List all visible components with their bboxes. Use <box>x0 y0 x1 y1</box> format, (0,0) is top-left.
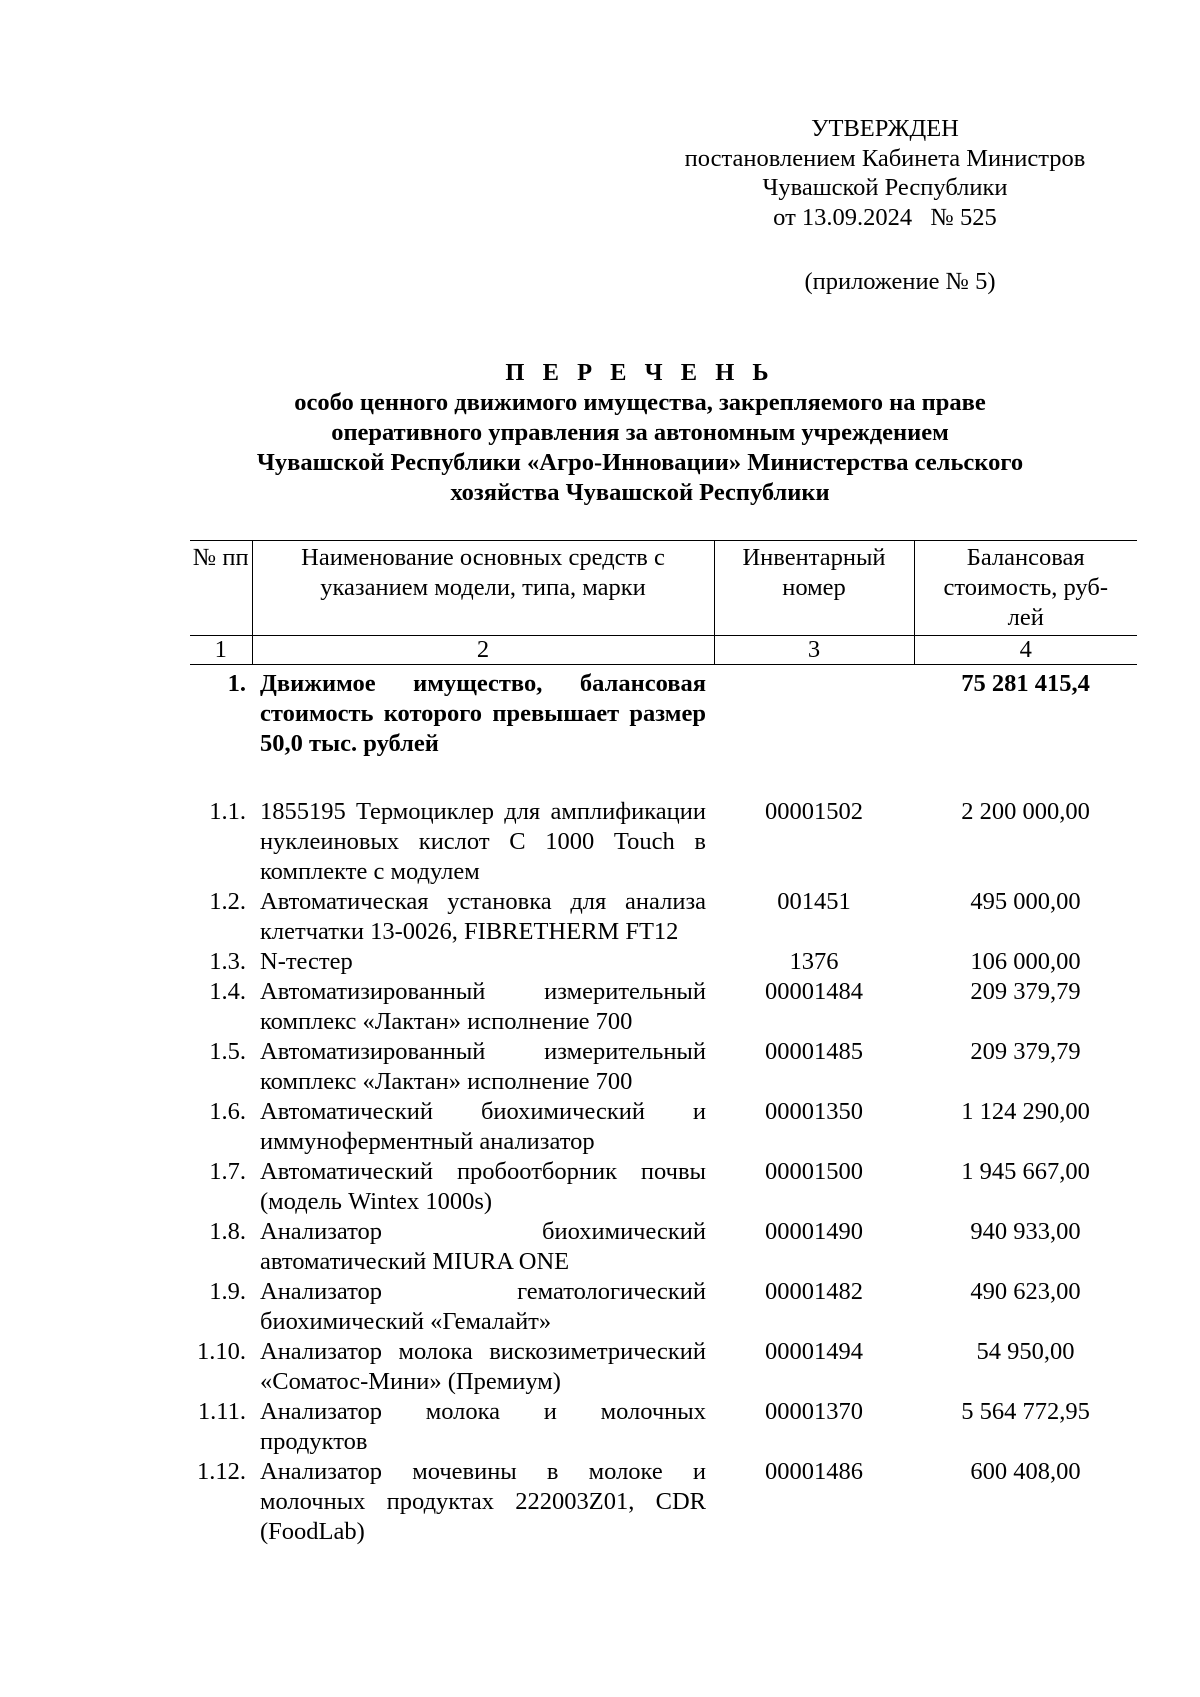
item-num: 1.10. <box>197 1338 246 1365</box>
property-table <box>190 540 1137 1547</box>
item-balance-value: 1 124 290,00 <box>961 1098 1090 1125</box>
item-balance-value: 106 000,00 <box>970 948 1081 975</box>
item-inventory-number: 00001370 <box>765 1398 863 1425</box>
section-inventory <box>714 665 914 798</box>
item-inventory-number: 00001484 <box>765 978 863 1005</box>
table-header-row <box>190 541 1137 636</box>
item-num: 1.1. <box>209 798 246 825</box>
table-row <box>190 977 1137 1037</box>
approval-republic: Чувашской Республики <box>762 174 1008 201</box>
item-name: N-тестер <box>260 948 353 975</box>
table-row <box>190 1217 1137 1277</box>
item-num: 1.2. <box>209 888 246 915</box>
item-balance-value: 5 564 772,95 <box>961 1398 1090 1425</box>
item-num: 1.6. <box>209 1098 246 1125</box>
col-number-2: 2 <box>252 636 714 665</box>
item-name: Анализатор биохимический автоматический MIURA ONE <box>260 1218 706 1275</box>
item-inventory-number: 00001350 <box>765 1098 863 1125</box>
table-row <box>190 1037 1137 1097</box>
item-balance-value: 490 623,00 <box>970 1278 1081 1305</box>
item-num: 1.12. <box>197 1458 246 1485</box>
table-row <box>190 1457 1137 1547</box>
item-num: 1.7. <box>209 1158 246 1185</box>
table-row <box>190 1337 1137 1397</box>
table-row <box>190 1397 1137 1457</box>
item-name: Анализатор мочевины в молоке и молочных продуктах 222003Z01, CDR (FoodLab) <box>260 1458 706 1545</box>
item-name: Автоматический пробоотборник почвы (модель Wintex 1000s) <box>260 1158 706 1215</box>
item-balance-value: 209 379,79 <box>970 1038 1081 1065</box>
table-row <box>190 947 1137 977</box>
approval-title: УТВЕРЖДЕН <box>811 115 959 142</box>
item-inventory-number: 001451 <box>777 888 851 915</box>
title-line-1: особо ценного движимого имущества, закрепляемого на праве <box>294 389 986 416</box>
approval-date-number: от 13.09.2024 № 525 <box>773 203 997 231</box>
table-row <box>190 1157 1137 1217</box>
item-inventory-number: 00001490 <box>765 1218 863 1245</box>
col-number-4: 4 <box>914 636 1137 665</box>
item-num: 1.8. <box>209 1218 246 1245</box>
col-number-1: 1 <box>190 636 252 665</box>
item-num: 1.3. <box>209 948 246 975</box>
table-row <box>190 887 1137 947</box>
item-inventory-number: 00001482 <box>765 1278 863 1305</box>
table-row <box>190 1277 1137 1337</box>
approval-stamp <box>640 114 1130 232</box>
item-name: Автоматический биохимический и иммуноферментный анализатор <box>260 1098 706 1155</box>
item-inventory-number: 00001500 <box>765 1158 863 1185</box>
title-line-4: хозяйства Чувашской Республики <box>450 479 830 506</box>
item-balance-value: 940 933,00 <box>970 1218 1081 1245</box>
item-num: 1.11. <box>197 1398 246 1425</box>
header-num: № пп <box>190 541 252 636</box>
header-inventory: Инвентарный номер <box>714 541 914 636</box>
section-row <box>190 665 1137 798</box>
item-inventory-number: 00001502 <box>765 798 863 825</box>
item-balance-value: 209 379,79 <box>970 978 1081 1005</box>
item-inventory-number: 00001494 <box>765 1338 863 1365</box>
section-num: 1. <box>227 670 246 697</box>
item-name: Автоматическая установка для анализа клетчатки 13-0026, FIBRETHERM FT12 <box>260 888 706 945</box>
item-balance-value: 600 408,00 <box>970 1458 1081 1485</box>
table-row <box>190 1097 1137 1157</box>
section-name: Движимое имущество, балансовая стоимость которого превышает размер 50,0 тыс. рублей <box>260 670 706 757</box>
item-balance-value: 1 945 667,00 <box>961 1158 1090 1185</box>
approval-issuer: постановлением Кабинета Министров <box>684 144 1086 172</box>
header-name: Наименование основных средств с указанием модели, типа, марки <box>252 541 714 636</box>
section-value: 75 281 415,4 <box>961 670 1090 697</box>
item-inventory-number: 1376 <box>789 948 839 975</box>
title-main: П Е Р Е Ч Е Н Ь <box>505 359 775 386</box>
appendix-note: (приложение № 5) <box>804 268 996 295</box>
item-num: 1.9. <box>209 1278 246 1305</box>
col-number-3: 3 <box>714 636 914 665</box>
title-line-3: Чувашской Республики «Агро-Инновации» Министерства сельского <box>256 449 1024 476</box>
item-name: 1855195 Термоциклер для амплификации нуклеиновых кислот С 1000 Touch в комплекте с модулем <box>260 798 706 885</box>
item-name: Анализатор молока и молочных продуктов <box>260 1398 706 1455</box>
item-name: Анализатор молока вискозиметрический «Соматос-Мини» (Премиум) <box>260 1338 706 1395</box>
item-name: Автоматизированный измерительный комплекс «Лактан» исполнение 700 <box>260 978 706 1035</box>
item-num: 1.5. <box>209 1038 246 1065</box>
item-balance-value: 2 200 000,00 <box>961 798 1090 825</box>
header-value: Балансовая стоимость, руб-лей <box>914 541 1137 636</box>
table-row <box>190 797 1137 887</box>
table-column-numbers-row <box>190 636 1137 665</box>
item-balance-value: 54 950,00 <box>976 1338 1075 1365</box>
document-title <box>190 358 1090 508</box>
item-inventory-number: 00001485 <box>765 1038 863 1065</box>
item-num: 1.4. <box>209 978 246 1005</box>
item-name: Анализатор гематологический биохимический «Гемалайт» <box>260 1278 706 1335</box>
item-name: Автоматизированный измерительный комплекс «Лактан» исполнение 700 <box>260 1038 706 1095</box>
title-line-2: оперативного управления за автономным учреждением <box>331 419 949 446</box>
item-inventory-number: 00001486 <box>765 1458 863 1485</box>
item-balance-value: 495 000,00 <box>970 888 1081 915</box>
